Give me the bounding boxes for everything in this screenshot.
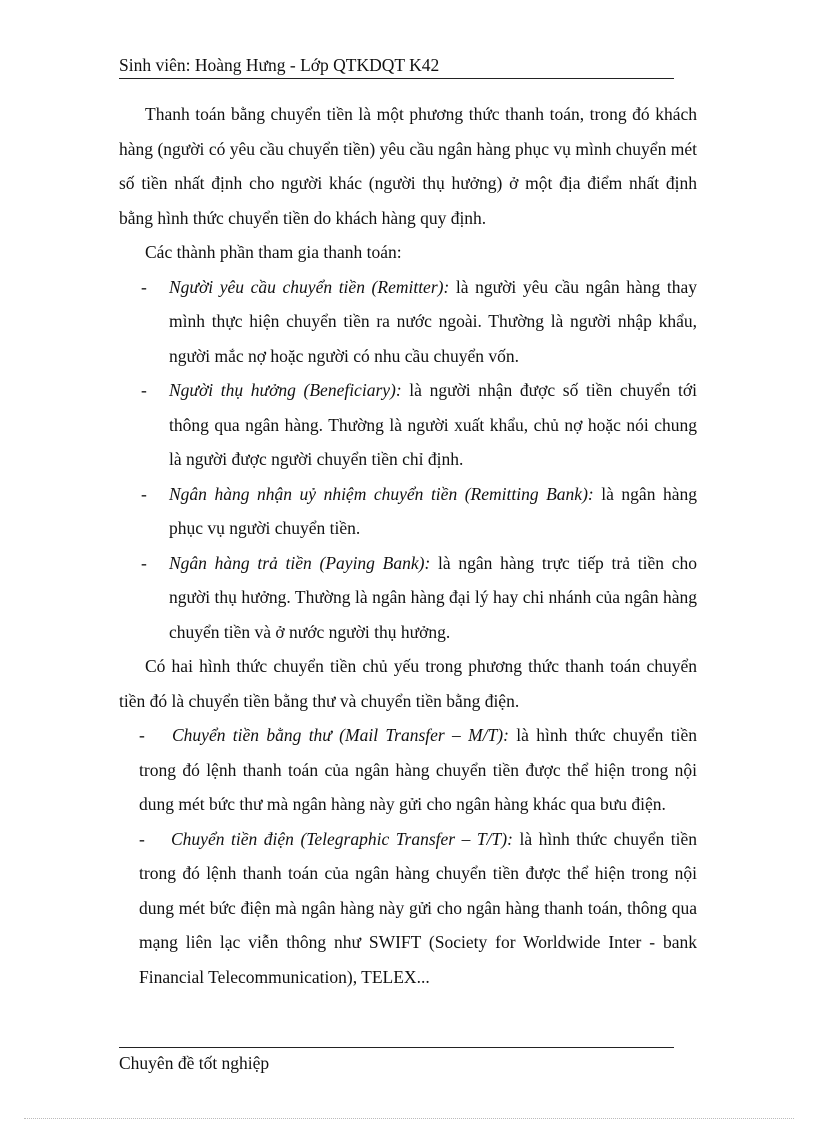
participant-desc: là người nhận được số tiền chuyển tới thông qua ngân hàng. Thường là người xuất khẩu, chủ nợ hoặc nói chung là người được người chuyển tiền chỉ định. bbox=[169, 380, 697, 469]
page-header bbox=[119, 52, 674, 79]
form-term: Chuyển tiền bằng thư (Mail Transfer – M/T): bbox=[172, 725, 509, 745]
page-bottom-dotted-line bbox=[24, 1118, 794, 1119]
participant-desc: là ngân hàng trực tiếp trả tiền cho người thụ hưởng. Thường là ngân hàng đại lý hay chi nhánh của ngân hàng chuyển tiền và ở nước người thụ hưởng. bbox=[169, 552, 697, 642]
participant-term: Ngân hàng trả tiền (Paying Bank): bbox=[169, 552, 431, 573]
bullet-dash: - bbox=[139, 828, 145, 849]
form-item bbox=[119, 822, 697, 995]
forms-intro-paragraph: Có hai hình thức chuyển tiền chủ yếu trong phương thức thanh toán chuyển tiền đó là chuyển tiền bằng thư và chuyển tiền bằng điện. bbox=[119, 656, 697, 711]
participant-desc: là ngân hàng phục vụ người chuyển tiền. bbox=[169, 483, 697, 538]
participants-heading: Các thành phần tham gia thanh toán: bbox=[145, 242, 402, 262]
bullet-dash: - bbox=[139, 725, 145, 745]
participant-term: Ngân hàng nhận uỷ nhiệm chuyển tiền (Remitting Bank): bbox=[169, 483, 594, 504]
document-body bbox=[119, 97, 697, 994]
form-item bbox=[119, 718, 697, 822]
bullet-dash: - bbox=[141, 552, 147, 573]
participant-item bbox=[119, 477, 697, 546]
form-term: Chuyển tiền điện (Telegraphic Transfer – T/T): bbox=[171, 828, 513, 849]
participant-term: Người thụ hưởng (Beneficiary): bbox=[169, 380, 402, 400]
participant-term: Người yêu cầu chuyển tiền (Remitter): bbox=[169, 276, 450, 297]
page-footer bbox=[119, 1047, 674, 1076]
participant-desc: là người yêu cầu ngân hàng thay mình thực hiện chuyển tiền ra nước ngoài. Thường là người nhập khẩu, người mắc nợ hoặc người có nhu cầu chuyển vốn. bbox=[169, 276, 697, 366]
bullet-dash: - bbox=[141, 380, 147, 400]
form-desc: là hình thức chuyển tiền trong đó lệnh thanh toán của ngân hàng chuyển tiền được thể hiện trong nội dung mét bức điện mà ngân hàng này gửi cho ngân hàng thanh toán, thông qua mạng liên lạc viễn thông như SWIFT (Society for Worldwide Inter - bank Financial Telecommunication), TELEX... bbox=[139, 828, 697, 987]
participant-item bbox=[119, 546, 697, 650]
bullet-dash: - bbox=[141, 276, 147, 297]
participant-item bbox=[119, 270, 697, 374]
participant-item bbox=[119, 373, 697, 477]
form-desc: là hình thức chuyển tiền trong đó lệnh thanh toán của ngân hàng chuyển tiền được thể hiện trong nội dung mét bức thư mà ngân hàng này gửi cho ngân hàng khác qua bưu điện. bbox=[139, 725, 698, 814]
header-text: Sinh viên: Hoàng Hưng - Lớp QTKDQT K42 bbox=[119, 55, 440, 75]
footer-text: Chuyên đề tốt nghiệp bbox=[119, 1053, 270, 1073]
intro-paragraph: Thanh toán bằng chuyển tiền là một phương thức thanh toán, trong đó khách hàng (người có yêu cầu chuyển tiền) yêu cầu ngân hàng phục vụ mình chuyển mét số tiền nhất định cho người khác (người thụ hưởng) ở một địa điểm nhất định bằng hình thức chuyển tiền do khách hàng quy định. bbox=[119, 104, 697, 228]
bullet-dash: - bbox=[141, 483, 147, 504]
